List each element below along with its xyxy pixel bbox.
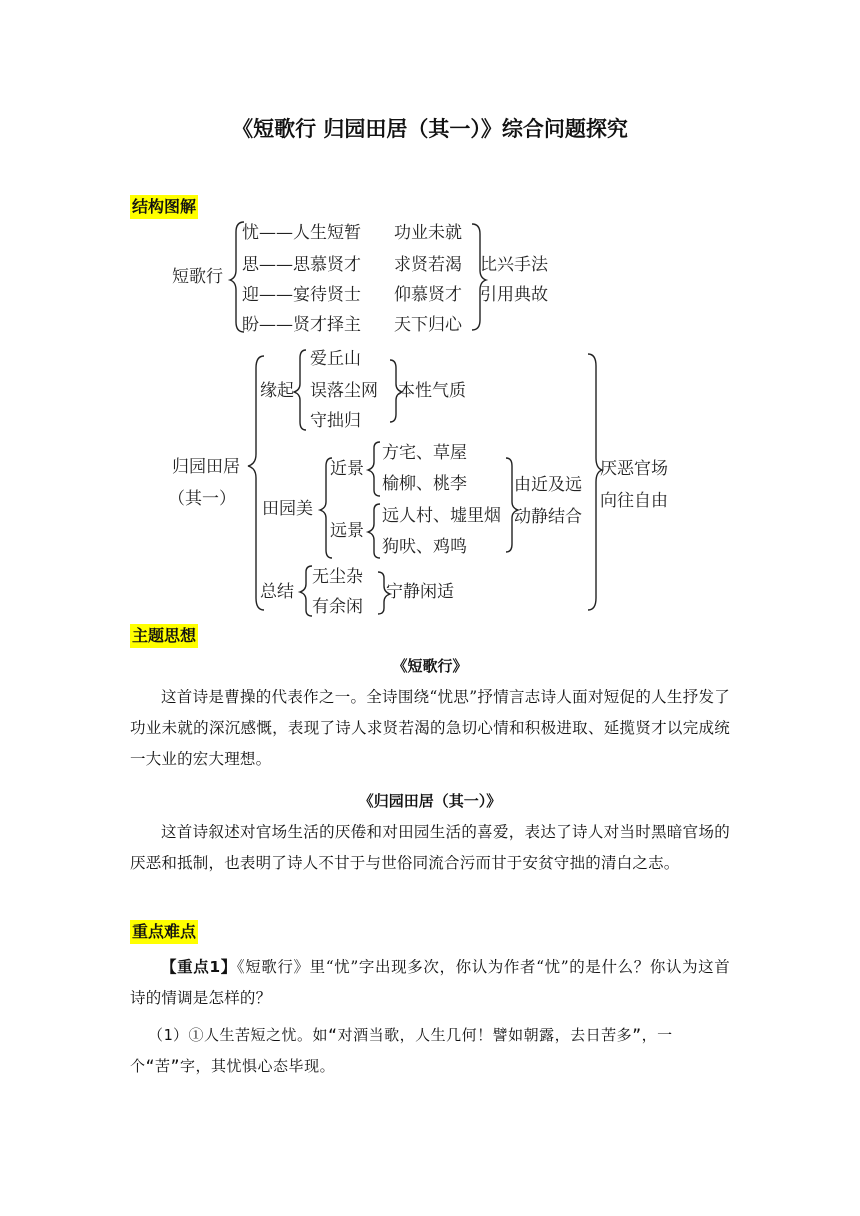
dgx-row-val: 天下归心: [394, 315, 462, 335]
keypoint-answer: （1）①人生苦短之忧。如“对酒当歌，人生几何！譬如朝露，去日苦多”，一个“苦”字，其忧惧心态毕现。: [130, 1026, 673, 1075]
dgx-row-key: 迎——宴待贤士: [242, 285, 361, 305]
yuanqi-item: 误落尘网: [310, 381, 378, 401]
poem2-text: 这首诗叙述对官场生活的厌倦和对田园生活的喜爱，表达了诗人对当时黑暗官场的厌恶和抵制，也表明了诗人不甘于与世俗同流合污而甘于安贫守拙的清白之志。: [130, 823, 730, 872]
yuanqi-result: 本性气质: [398, 381, 466, 401]
keypoint-label: 【重点1】: [161, 958, 237, 976]
yuanqi-item: 爱丘山: [310, 349, 361, 369]
dgx-technique: 引用典故: [480, 285, 548, 305]
dgx-row-key: 忧——人生短暂: [242, 223, 361, 243]
far-item: 远人村、墟里烟: [382, 506, 501, 526]
keypoint-question: [130, 952, 730, 1014]
page-title: 《短歌行 归园田居（其一）》综合问题探究: [232, 117, 628, 141]
tianyuan-label: 田园美: [262, 499, 313, 519]
poem1-title: 《短歌行》: [392, 657, 468, 675]
dgx-row-val: 求贤若渴: [394, 255, 462, 275]
dgx-row-key: 盼——贤才择主: [242, 315, 361, 335]
dgx-technique: 比兴手法: [480, 255, 548, 275]
yuanqi-label: 缘起: [260, 381, 294, 401]
diagram-braces: [160, 218, 700, 618]
section-heading-structure: 结构图解: [130, 195, 198, 219]
zongjie-label: 总结: [260, 582, 294, 602]
gytj-label-line2: （其一）: [168, 489, 236, 509]
tianyuan-result: 由近及远: [514, 475, 582, 495]
near-item: 榆柳、桃李: [382, 474, 467, 494]
poem1-text: 这首诗是曹操的代表作之一。全诗围绕“忧思”抒情言志诗人面对短促的人生抒发了功业未就的深沉感慨，表现了诗人求贤若渴的急切心情和积极进取、延揽贤才以完成统一大业的宏大理想。: [130, 688, 730, 768]
far-item: 狗吠、鸡鸣: [382, 537, 467, 557]
gytj-label-line1: 归园田居: [172, 457, 240, 477]
zongjie-result: 宁静闲适: [386, 582, 454, 602]
near-item: 方宅、草屋: [382, 443, 467, 463]
yuanqi-item: 守拙归: [310, 411, 361, 431]
dgx-row-key: 思——思慕贤才: [242, 255, 361, 275]
gytj-theme: 厌恶官场: [600, 459, 668, 479]
zongjie-item: 无尘杂: [312, 567, 363, 587]
structure-diagram: [160, 218, 700, 618]
dgx-label: 短歌行: [172, 267, 223, 287]
keypoint-question-text: 《短歌行》里“忧”字出现多次，你认为作者“忧”的是什么？你认为这首诗的情调是怎样的？: [130, 958, 730, 1007]
gytj-theme: 向往自由: [600, 491, 668, 511]
section-heading-theme: 主题思想: [130, 624, 198, 648]
zongjie-item: 有余闲: [312, 597, 363, 617]
poem2-title: 《归园田居（其一）》: [358, 792, 502, 810]
dgx-row-val: 功业未就: [394, 223, 462, 243]
near-label: 近景: [330, 459, 364, 479]
far-label: 远景: [330, 521, 364, 541]
tianyuan-result: 动静结合: [514, 507, 582, 527]
section-heading-keypoints: 重点难点: [130, 920, 198, 944]
dgx-row-val: 仰慕贤才: [394, 285, 462, 305]
